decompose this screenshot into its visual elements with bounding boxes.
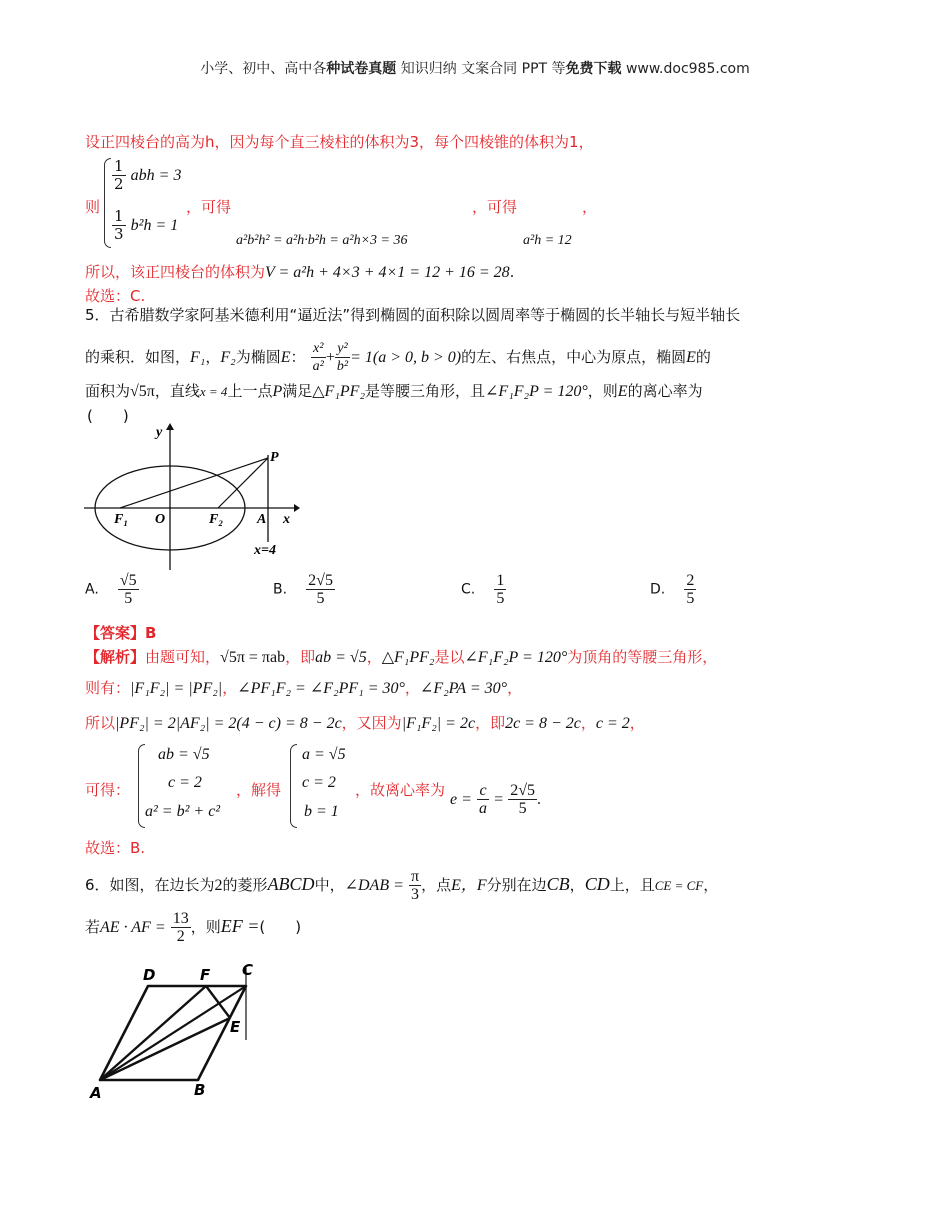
label-x: x [283,512,290,527]
label-F1: F₁ [114,512,129,527]
segment-AE [100,1018,230,1080]
q5-line3: 面积为√5π，直线x = 4上一点P满足△F₁PF₂是等腰三角形，且∠F₁F₂P = 120°，则E的离心率为 [85,382,703,400]
option-A: A. $\frac{√5}{5}$ [85,572,137,607]
analysis-line3: 所以|PF₂| = 2|AF₂| = 2(4 − c) = 8 − 2c，又因为|F₁F₂| = 2c，即2c = 8 − 2c，c = 2， [85,714,645,732]
label-P: P [270,450,279,465]
label-A: A [257,512,267,527]
option-D: D. $\frac{2}{5}$ [650,572,695,607]
rhombus-figure [88,960,268,1100]
label-F: F [200,966,211,984]
x-axis-arrow [294,504,300,512]
prev-answer: 故选：C. [85,287,146,305]
sys1-eq1: ab = √5 [158,746,210,763]
ellipse-figure [84,420,304,575]
label-x4: x=4 [254,543,276,558]
then-label: 则 [85,198,101,216]
header-text: 小学、初中、高中各 [200,61,327,77]
header-text: 知识归纳 文案合同 PPT 等 [396,61,566,77]
can-get-1: ，可得 [186,198,232,216]
q6-line2: 若AE · AF = $\frac{13}{2}$ ，则EF =( ) [85,910,302,945]
header-url[interactable]: www.doc985.com [621,61,750,77]
analysis-line1: 【解析】由题可知，√5π = πab，即ab = √5，△F₁PF₂是以∠F₁F₂P = 120°为顶角的等腰三角形， [85,648,718,666]
volume-line: 所以，该正四棱台的体积为V = a²h + 4×3 + 4×1 = 12 + 16 = 28. [85,263,515,281]
answer5: 故选：B. [85,839,146,857]
q5-line2: 的乘积．如图，F₁，F₂为椭圆E： $\frac{\text{x²}}{\text{a²}}$ + $\frac{\text{y²}}{\text{b²}}$ = 1(a > 0, b > 0)的左、右焦点，中心为原点，椭圆E的 [85,341,711,374]
label-C: C [242,961,254,979]
sys2-eq1: a = √5 [302,746,346,763]
system-eq1: $\frac{1}{2}$ abh = 3 [114,157,182,193]
label-A: A [90,1084,102,1100]
can-get-2: ，可得 [472,198,518,216]
solve-label: ，解得 [236,781,282,799]
segment-AF [100,986,206,1080]
sys2-eq3: b = 1 [304,803,339,820]
q6-line1: 6．如图，在边长为2的菱形ABCD中，∠DAB = $\frac{\pi}{3}$ ，点E，F分别在边CB，CD上，且CE = CF， [85,868,719,903]
sys1-eq3: a² = b² + c² [145,803,221,820]
system2-brace [290,744,297,828]
page-header [0,58,950,78]
label-y: y [156,425,163,440]
segment-AC [100,986,246,1080]
system-eq2: $\frac{1}{3}$ b²h = 1 [114,207,179,243]
segment-F2P [218,458,268,508]
answer-line: 【答案】B [85,624,157,642]
y-axis-arrow [166,423,174,430]
label-E: E [230,1018,241,1036]
mid-equation: a²b²h² = a²h·b²h = a²h×3 = 36 [236,233,408,248]
header-bold-text: 种试卷真题 [326,61,397,77]
prev-solution-line1: 设正四棱台的高为h，因为每个直三棱柱的体积为3，每个四棱锥的体积为1， [85,133,594,151]
q5-line1: 5．古希腊数学家阿基米德利用“逼近法”得到椭圆的面积除以圆周率等于椭圆的长半轴长与短半轴长 [85,306,741,324]
system-brace [104,158,111,248]
can-get-label: 可得： [85,781,131,799]
sys2-eq2: c = 2 [302,774,336,791]
sys1-eq2: c = 2 [168,774,202,791]
option-B: B. $\frac{2√5}{5}$ [273,572,333,607]
analysis-line2: 则有：|F₁F₂| = |PF₂|，∠PF₁F₂ = ∠F₂PF₁ = 30°，∠F₂PA = 30°， [85,679,523,697]
label-B: B [194,1081,206,1099]
right-equation: a²h = 12 [523,233,572,248]
ecc-label: ，故离心率为 [355,781,446,799]
q5-blank: ( ) [87,407,129,425]
label-D: D [143,966,156,984]
system1-brace [138,744,145,828]
label-O: O [155,512,166,527]
comma: ， [582,198,598,216]
option-C: C. $\frac{1}{5}$ [461,572,505,607]
ecc-formula: e = $\frac{c}{a}$ = $\frac{2√5}{5}$ . [450,782,541,817]
segment-F1P [120,458,268,508]
label-F2: F₂ [209,512,224,527]
header-bold-text: 免费下载 [565,61,622,77]
segment-FE [206,986,230,1018]
